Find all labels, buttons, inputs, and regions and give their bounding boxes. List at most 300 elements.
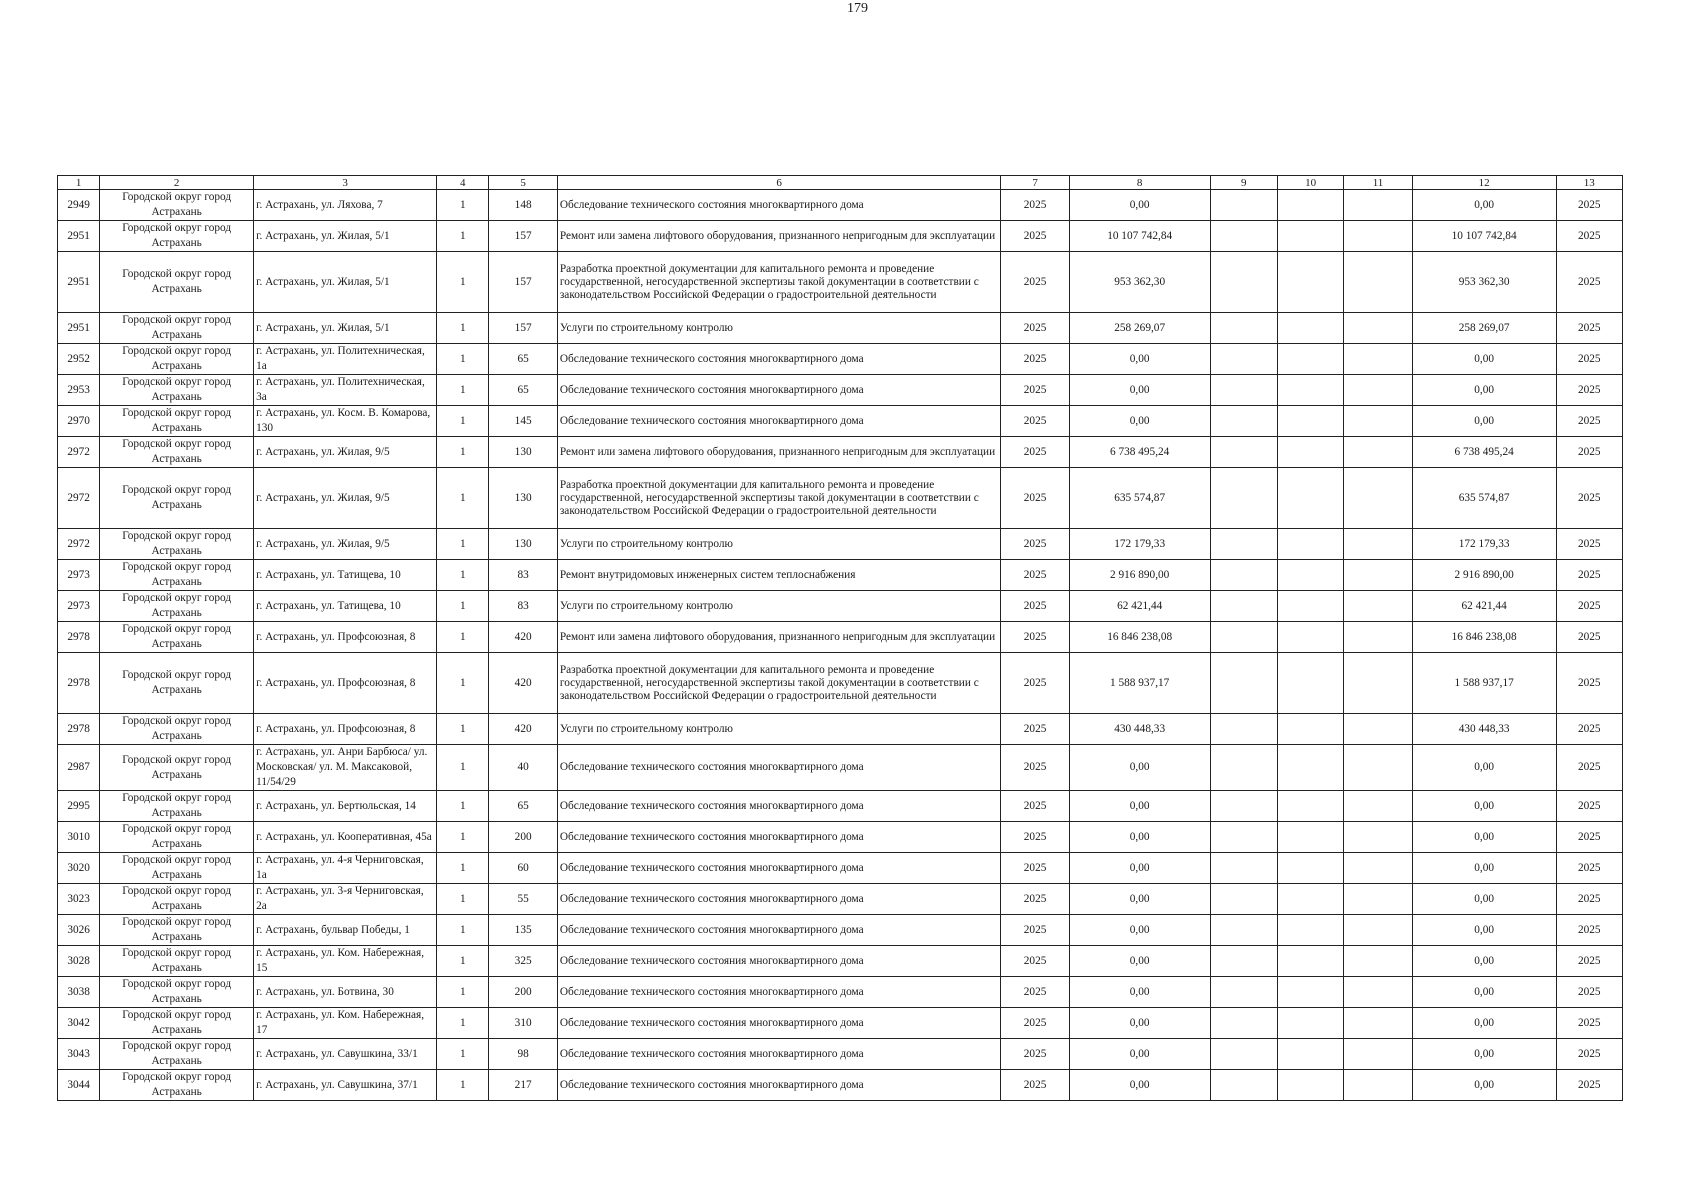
- row-id-cell: 2951: [58, 252, 100, 313]
- amount-total-cell: 172 179,33: [1412, 529, 1556, 560]
- municipality-cell: Городской округ город Астрахань: [100, 745, 254, 791]
- col4-cell: 1: [437, 977, 489, 1008]
- row-id-cell: 2972: [58, 468, 100, 529]
- address-cell: г. Астрахань, бульвар Победы, 1: [254, 915, 437, 946]
- table-row: [58, 977, 1623, 1008]
- col9-cell: [1210, 1039, 1277, 1070]
- column-header-4: 4: [437, 176, 489, 190]
- col5-cell: 55: [489, 884, 557, 915]
- year-cell: 2025: [1001, 714, 1069, 745]
- amount-cell: 62 421,44: [1069, 591, 1210, 622]
- amount-total-cell: 2 916 890,00: [1412, 560, 1556, 591]
- table-row: [58, 915, 1623, 946]
- row-id-cell: 2972: [58, 529, 100, 560]
- amount-cell: 0,00: [1069, 946, 1210, 977]
- row-id-cell: 3010: [58, 822, 100, 853]
- amount-total-cell: 0,00: [1412, 884, 1556, 915]
- col9-cell: [1210, 221, 1277, 252]
- year-cell: 2025: [1001, 560, 1069, 591]
- table-row: [58, 745, 1623, 791]
- table-row: [58, 437, 1623, 468]
- col5-cell: 157: [489, 221, 557, 252]
- work-type-cell: Обследование технического состояния многоквартирного дома: [557, 977, 1001, 1008]
- amount-total-cell: 0,00: [1412, 190, 1556, 221]
- year-cell: 2025: [1001, 375, 1069, 406]
- amount-cell: 0,00: [1069, 1070, 1210, 1101]
- municipality-cell: Городской округ город Астрахань: [100, 714, 254, 745]
- col4-cell: 1: [437, 946, 489, 977]
- row-id-cell: 2995: [58, 791, 100, 822]
- completion-year-cell: 2025: [1556, 529, 1622, 560]
- table-row: [58, 591, 1623, 622]
- work-type-cell: Обследование технического состояния многоквартирного дома: [557, 406, 1001, 437]
- col10-cell: [1277, 915, 1343, 946]
- completion-year-cell: 2025: [1556, 221, 1622, 252]
- completion-year-cell: 2025: [1556, 468, 1622, 529]
- municipality-cell: Городской округ город Астрахань: [100, 313, 254, 344]
- col11-cell: [1344, 252, 1412, 313]
- amount-cell: 0,00: [1069, 745, 1210, 791]
- year-cell: 2025: [1001, 313, 1069, 344]
- row-id-cell: 2953: [58, 375, 100, 406]
- col4-cell: 1: [437, 437, 489, 468]
- work-type-cell: Обследование технического состояния многоквартирного дома: [557, 1070, 1001, 1101]
- col4-cell: 1: [437, 190, 489, 221]
- year-cell: 2025: [1001, 622, 1069, 653]
- municipality-cell: Городской округ город Астрахань: [100, 252, 254, 313]
- table-row: [58, 946, 1623, 977]
- column-header-1: 1: [58, 176, 100, 190]
- amount-cell: 0,00: [1069, 884, 1210, 915]
- work-type-cell: Обследование технического состояния многоквартирного дома: [557, 884, 1001, 915]
- work-type-cell: Обследование технического состояния многоквартирного дома: [557, 946, 1001, 977]
- col9-cell: [1210, 853, 1277, 884]
- col5-cell: 200: [489, 977, 557, 1008]
- col4-cell: 1: [437, 1008, 489, 1039]
- address-cell: г. Астрахань, ул. Ком. Набережная, 15: [254, 946, 437, 977]
- amount-cell: 0,00: [1069, 375, 1210, 406]
- address-cell: г. Астрахань, ул. Жилая, 9/5: [254, 437, 437, 468]
- work-type-cell: Обследование технического состояния многоквартирного дома: [557, 344, 1001, 375]
- municipality-cell: Городской округ город Астрахань: [100, 1070, 254, 1101]
- amount-total-cell: 0,00: [1412, 853, 1556, 884]
- amount-cell: 0,00: [1069, 853, 1210, 884]
- completion-year-cell: 2025: [1556, 591, 1622, 622]
- col9-cell: [1210, 745, 1277, 791]
- col10-cell: [1277, 375, 1343, 406]
- amount-total-cell: 10 107 742,84: [1412, 221, 1556, 252]
- completion-year-cell: 2025: [1556, 977, 1622, 1008]
- municipality-cell: Городской округ город Астрахань: [100, 437, 254, 468]
- column-header-3: 3: [254, 176, 437, 190]
- col5-cell: 135: [489, 915, 557, 946]
- column-header-11: 11: [1344, 176, 1412, 190]
- register-table: [57, 175, 1623, 1101]
- address-cell: г. Астрахань, ул. Жилая, 9/5: [254, 529, 437, 560]
- col4-cell: 1: [437, 468, 489, 529]
- col10-cell: [1277, 822, 1343, 853]
- col9-cell: [1210, 714, 1277, 745]
- row-id-cell: 3023: [58, 884, 100, 915]
- amount-total-cell: 635 574,87: [1412, 468, 1556, 529]
- col11-cell: [1344, 591, 1412, 622]
- row-id-cell: 2973: [58, 591, 100, 622]
- amount-cell: 0,00: [1069, 1008, 1210, 1039]
- amount-cell: 0,00: [1069, 915, 1210, 946]
- row-id-cell: 2972: [58, 437, 100, 468]
- col5-cell: 145: [489, 406, 557, 437]
- col10-cell: [1277, 1070, 1343, 1101]
- municipality-cell: Городской округ город Астрахань: [100, 406, 254, 437]
- municipality-cell: Городской округ город Астрахань: [100, 977, 254, 1008]
- address-cell: г. Астрахань, ул. Ботвина, 30: [254, 977, 437, 1008]
- work-type-cell: Услуги по строительному контролю: [557, 313, 1001, 344]
- amount-total-cell: 430 448,33: [1412, 714, 1556, 745]
- year-cell: 2025: [1001, 1039, 1069, 1070]
- address-cell: г. Астрахань, ул. 4-я Черниговская, 1а: [254, 853, 437, 884]
- col11-cell: [1344, 1070, 1412, 1101]
- col11-cell: [1344, 221, 1412, 252]
- col4-cell: 1: [437, 853, 489, 884]
- address-cell: г. Астрахань, ул. Бертюльская, 14: [254, 791, 437, 822]
- table-row: [58, 375, 1623, 406]
- address-cell: г. Астрахань, ул. Жилая, 5/1: [254, 252, 437, 313]
- completion-year-cell: 2025: [1556, 853, 1622, 884]
- completion-year-cell: 2025: [1556, 375, 1622, 406]
- row-id-cell: 3038: [58, 977, 100, 1008]
- municipality-cell: Городской округ город Астрахань: [100, 1039, 254, 1070]
- column-header-13: 13: [1556, 176, 1622, 190]
- table-row: [58, 1039, 1623, 1070]
- completion-year-cell: 2025: [1556, 406, 1622, 437]
- amount-cell: 0,00: [1069, 190, 1210, 221]
- year-cell: 2025: [1001, 468, 1069, 529]
- col10-cell: [1277, 591, 1343, 622]
- col9-cell: [1210, 406, 1277, 437]
- completion-year-cell: 2025: [1556, 791, 1622, 822]
- col4-cell: 1: [437, 915, 489, 946]
- col11-cell: [1344, 714, 1412, 745]
- col4-cell: 1: [437, 560, 489, 591]
- row-id-cell: 2952: [58, 344, 100, 375]
- amount-cell: 6 738 495,24: [1069, 437, 1210, 468]
- work-type-cell: Обследование технического состояния многоквартирного дома: [557, 791, 1001, 822]
- completion-year-cell: 2025: [1556, 560, 1622, 591]
- work-type-cell: Разработка проектной документации для капитального ремонта и проведение государственной, негосударственной экспертизы такой документации в соответствии с законодательством Российской Федерации о градостроительной деятельности: [557, 653, 1001, 714]
- col4-cell: 1: [437, 622, 489, 653]
- col4-cell: 1: [437, 745, 489, 791]
- col5-cell: 83: [489, 591, 557, 622]
- col4-cell: 1: [437, 884, 489, 915]
- table-row: [58, 822, 1623, 853]
- address-cell: г. Астрахань, ул. Савушкина, 33/1: [254, 1039, 437, 1070]
- table-body: [58, 190, 1623, 1101]
- completion-year-cell: 2025: [1556, 1070, 1622, 1101]
- completion-year-cell: 2025: [1556, 745, 1622, 791]
- col5-cell: 98: [489, 1039, 557, 1070]
- amount-cell: 953 362,30: [1069, 252, 1210, 313]
- municipality-cell: Городской округ город Астрахань: [100, 1008, 254, 1039]
- year-cell: 2025: [1001, 437, 1069, 468]
- col11-cell: [1344, 791, 1412, 822]
- work-type-cell: Обследование технического состояния многоквартирного дома: [557, 853, 1001, 884]
- col10-cell: [1277, 653, 1343, 714]
- column-header-2: 2: [100, 176, 254, 190]
- col10-cell: [1277, 313, 1343, 344]
- municipality-cell: Городской округ город Астрахань: [100, 468, 254, 529]
- work-type-cell: Ремонт или замена лифтового оборудования, признанного непригодным для эксплуатации: [557, 437, 1001, 468]
- table-row: [58, 653, 1623, 714]
- col9-cell: [1210, 313, 1277, 344]
- col9-cell: [1210, 884, 1277, 915]
- col5-cell: 148: [489, 190, 557, 221]
- year-cell: 2025: [1001, 221, 1069, 252]
- col9-cell: [1210, 622, 1277, 653]
- col10-cell: [1277, 884, 1343, 915]
- work-type-cell: Обследование технического состояния многоквартирного дома: [557, 1008, 1001, 1039]
- col11-cell: [1344, 653, 1412, 714]
- row-id-cell: 2951: [58, 221, 100, 252]
- work-type-cell: Обследование технического состояния многоквартирного дома: [557, 915, 1001, 946]
- amount-total-cell: 953 362,30: [1412, 252, 1556, 313]
- col10-cell: [1277, 946, 1343, 977]
- address-cell: г. Астрахань, ул. Татищева, 10: [254, 591, 437, 622]
- municipality-cell: Городской округ город Астрахань: [100, 344, 254, 375]
- col11-cell: [1344, 822, 1412, 853]
- col11-cell: [1344, 344, 1412, 375]
- col11-cell: [1344, 884, 1412, 915]
- table-row: [58, 1008, 1623, 1039]
- col9-cell: [1210, 946, 1277, 977]
- work-type-cell: Обследование технического состояния многоквартирного дома: [557, 375, 1001, 406]
- col4-cell: 1: [437, 714, 489, 745]
- col11-cell: [1344, 622, 1412, 653]
- municipality-cell: Городской округ город Астрахань: [100, 915, 254, 946]
- col9-cell: [1210, 344, 1277, 375]
- amount-total-cell: 0,00: [1412, 822, 1556, 853]
- col10-cell: [1277, 853, 1343, 884]
- col9-cell: [1210, 252, 1277, 313]
- work-type-cell: Ремонт или замена лифтового оборудования, признанного непригодным для эксплуатации: [557, 622, 1001, 653]
- municipality-cell: Городской округ город Астрахань: [100, 884, 254, 915]
- year-cell: 2025: [1001, 190, 1069, 221]
- row-id-cell: 2949: [58, 190, 100, 221]
- col5-cell: 200: [489, 822, 557, 853]
- row-id-cell: 3020: [58, 853, 100, 884]
- col5-cell: 83: [489, 560, 557, 591]
- row-id-cell: 2970: [58, 406, 100, 437]
- municipality-cell: Городской округ город Астрахань: [100, 946, 254, 977]
- col5-cell: 420: [489, 622, 557, 653]
- year-cell: 2025: [1001, 915, 1069, 946]
- col9-cell: [1210, 1008, 1277, 1039]
- col10-cell: [1277, 468, 1343, 529]
- col9-cell: [1210, 915, 1277, 946]
- year-cell: 2025: [1001, 791, 1069, 822]
- col4-cell: 1: [437, 822, 489, 853]
- municipality-cell: Городской округ город Астрахань: [100, 221, 254, 252]
- column-header-7: 7: [1001, 176, 1069, 190]
- col10-cell: [1277, 406, 1343, 437]
- completion-year-cell: 2025: [1556, 1008, 1622, 1039]
- col5-cell: 65: [489, 375, 557, 406]
- amount-total-cell: 0,00: [1412, 406, 1556, 437]
- address-cell: г. Астрахань, ул. Кооперативная, 45а: [254, 822, 437, 853]
- col11-cell: [1344, 915, 1412, 946]
- row-id-cell: 3043: [58, 1039, 100, 1070]
- col10-cell: [1277, 252, 1343, 313]
- table-row: [58, 1070, 1623, 1101]
- col5-cell: 157: [489, 313, 557, 344]
- address-cell: г. Астрахань, ул. Савушкина, 37/1: [254, 1070, 437, 1101]
- row-id-cell: 3026: [58, 915, 100, 946]
- column-header-10: 10: [1277, 176, 1343, 190]
- table-row: [58, 406, 1623, 437]
- municipality-cell: Городской округ город Астрахань: [100, 190, 254, 221]
- amount-total-cell: 0,00: [1412, 1070, 1556, 1101]
- year-cell: 2025: [1001, 884, 1069, 915]
- amount-total-cell: 0,00: [1412, 375, 1556, 406]
- table-row: [58, 344, 1623, 375]
- municipality-cell: Городской округ город Астрахань: [100, 622, 254, 653]
- column-header-9: 9: [1210, 176, 1277, 190]
- col10-cell: [1277, 791, 1343, 822]
- col10-cell: [1277, 1008, 1343, 1039]
- amount-total-cell: 1 588 937,17: [1412, 653, 1556, 714]
- municipality-cell: Городской округ город Астрахань: [100, 822, 254, 853]
- completion-year-cell: 2025: [1556, 190, 1622, 221]
- col10-cell: [1277, 977, 1343, 1008]
- year-cell: 2025: [1001, 591, 1069, 622]
- amount-total-cell: 16 846 238,08: [1412, 622, 1556, 653]
- col9-cell: [1210, 791, 1277, 822]
- col9-cell: [1210, 437, 1277, 468]
- col9-cell: [1210, 468, 1277, 529]
- municipality-cell: Городской округ город Астрахань: [100, 560, 254, 591]
- col5-cell: 65: [489, 344, 557, 375]
- work-type-cell: Разработка проектной документации для капитального ремонта и проведение государственной, негосударственной экспертизы такой документации в соответствии с законодательством Российской Федерации о градостроительной деятельности: [557, 468, 1001, 529]
- amount-cell: 2 916 890,00: [1069, 560, 1210, 591]
- completion-year-cell: 2025: [1556, 822, 1622, 853]
- col5-cell: 60: [489, 853, 557, 884]
- col11-cell: [1344, 1008, 1412, 1039]
- row-id-cell: 3042: [58, 1008, 100, 1039]
- year-cell: 2025: [1001, 252, 1069, 313]
- address-cell: г. Астрахань, ул. Политехническая, 1а: [254, 344, 437, 375]
- col10-cell: [1277, 344, 1343, 375]
- work-type-cell: Разработка проектной документации для капитального ремонта и проведение государственной, негосударственной экспертизы такой документации в соответствии с законодательством Российской Федерации о градостроительной деятельности: [557, 252, 1001, 313]
- amount-cell: 0,00: [1069, 1039, 1210, 1070]
- amount-total-cell: 258 269,07: [1412, 313, 1556, 344]
- amount-cell: 10 107 742,84: [1069, 221, 1210, 252]
- col10-cell: [1277, 745, 1343, 791]
- page-number: 179: [847, 1, 868, 16]
- table-row: [58, 622, 1623, 653]
- table-row: [58, 190, 1623, 221]
- col5-cell: 130: [489, 468, 557, 529]
- address-cell: г. Астрахань, ул. Жилая, 9/5: [254, 468, 437, 529]
- address-cell: г. Астрахань, ул. Политехническая, 3а: [254, 375, 437, 406]
- address-cell: г. Астрахань, ул. Анри Барбюса/ ул. Московская/ ул. М. Максаковой, 11/54/29: [254, 745, 437, 791]
- col9-cell: [1210, 375, 1277, 406]
- col10-cell: [1277, 1039, 1343, 1070]
- col5-cell: 325: [489, 946, 557, 977]
- address-cell: г. Астрахань, ул. Жилая, 5/1: [254, 221, 437, 252]
- table-row: [58, 529, 1623, 560]
- work-type-cell: Ремонт внутридомовых инженерных систем теплоснабжения: [557, 560, 1001, 591]
- completion-year-cell: 2025: [1556, 252, 1622, 313]
- row-id-cell: 2978: [58, 653, 100, 714]
- amount-total-cell: 0,00: [1412, 915, 1556, 946]
- completion-year-cell: 2025: [1556, 915, 1622, 946]
- col10-cell: [1277, 560, 1343, 591]
- completion-year-cell: 2025: [1556, 622, 1622, 653]
- year-cell: 2025: [1001, 1008, 1069, 1039]
- year-cell: 2025: [1001, 745, 1069, 791]
- col10-cell: [1277, 529, 1343, 560]
- municipality-cell: Городской округ город Астрахань: [100, 791, 254, 822]
- col4-cell: 1: [437, 221, 489, 252]
- col4-cell: 1: [437, 591, 489, 622]
- col4-cell: 1: [437, 529, 489, 560]
- col9-cell: [1210, 560, 1277, 591]
- col11-cell: [1344, 468, 1412, 529]
- work-type-cell: Услуги по строительному контролю: [557, 714, 1001, 745]
- column-header-12: 12: [1412, 176, 1556, 190]
- col4-cell: 1: [437, 252, 489, 313]
- amount-total-cell: 0,00: [1412, 745, 1556, 791]
- address-cell: г. Астрахань, ул. Профсоюзная, 8: [254, 714, 437, 745]
- col10-cell: [1277, 221, 1343, 252]
- col5-cell: 130: [489, 529, 557, 560]
- col5-cell: 157: [489, 252, 557, 313]
- work-type-cell: Обследование технического состояния многоквартирного дома: [557, 1039, 1001, 1070]
- table-row: [58, 252, 1623, 313]
- row-id-cell: 2987: [58, 745, 100, 791]
- col4-cell: 1: [437, 791, 489, 822]
- col11-cell: [1344, 853, 1412, 884]
- year-cell: 2025: [1001, 822, 1069, 853]
- amount-cell: 0,00: [1069, 344, 1210, 375]
- col4-cell: 1: [437, 313, 489, 344]
- col5-cell: 310: [489, 1008, 557, 1039]
- address-cell: г. Астрахань, ул. Ком. Набережная, 17: [254, 1008, 437, 1039]
- col9-cell: [1210, 1070, 1277, 1101]
- amount-total-cell: 62 421,44: [1412, 591, 1556, 622]
- municipality-cell: Городской округ город Астрахань: [100, 375, 254, 406]
- completion-year-cell: 2025: [1556, 946, 1622, 977]
- municipality-cell: Городской округ город Астрахань: [100, 529, 254, 560]
- amount-cell: 635 574,87: [1069, 468, 1210, 529]
- completion-year-cell: 2025: [1556, 884, 1622, 915]
- year-cell: 2025: [1001, 529, 1069, 560]
- address-cell: г. Астрахань, ул. Косм. В. Комарова, 130: [254, 406, 437, 437]
- work-type-cell: Обследование технического состояния многоквартирного дома: [557, 822, 1001, 853]
- col11-cell: [1344, 1039, 1412, 1070]
- year-cell: 2025: [1001, 853, 1069, 884]
- col11-cell: [1344, 560, 1412, 591]
- amount-total-cell: 0,00: [1412, 977, 1556, 1008]
- col5-cell: 217: [489, 1070, 557, 1101]
- row-id-cell: 2951: [58, 313, 100, 344]
- col5-cell: 40: [489, 745, 557, 791]
- column-number-row: [58, 176, 1623, 190]
- column-header-6: 6: [557, 176, 1001, 190]
- col11-cell: [1344, 437, 1412, 468]
- year-cell: 2025: [1001, 1070, 1069, 1101]
- table-row: [58, 560, 1623, 591]
- completion-year-cell: 2025: [1556, 1039, 1622, 1070]
